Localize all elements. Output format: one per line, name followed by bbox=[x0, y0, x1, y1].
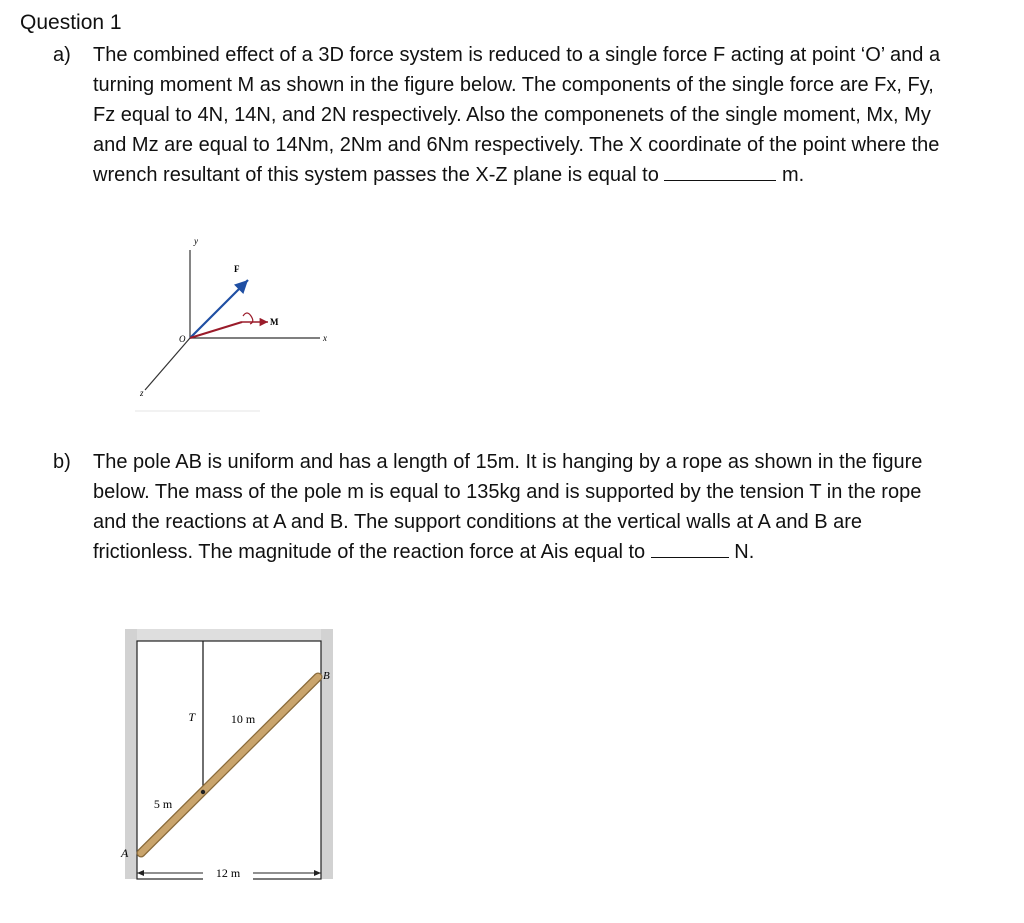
part-b-text bbox=[93, 447, 943, 567]
width-dimension-label: 12 m bbox=[215, 866, 241, 880]
force-moment-figure bbox=[130, 230, 350, 415]
question-heading: Question 1 bbox=[20, 11, 122, 34]
part-b-question: The pole AB is uniform and has a length of 15m. It is hanging by a rope as shown in the figure below. The mass of the pole m is equal to 135kg and is supported by the tension T in the rope and the reactions at A and B. The support conditions at the vertical walls at A and B are frictionless. The magnitude of the reaction force at Ais equal to bbox=[93, 451, 923, 563]
ceiling bbox=[127, 629, 332, 641]
tension-label: T bbox=[188, 710, 195, 724]
axis-x-label: x bbox=[323, 333, 327, 343]
lower-length-label: 5 m bbox=[153, 797, 173, 811]
axis-z-label: z bbox=[140, 388, 144, 398]
part-a-text bbox=[93, 40, 943, 190]
z-axis bbox=[145, 338, 190, 390]
moment-label: M bbox=[270, 317, 279, 327]
point-a-label: A bbox=[121, 846, 129, 860]
answer-blank-a[interactable] bbox=[664, 162, 776, 181]
part-a-label: a) bbox=[53, 44, 71, 66]
part-b-unit: N. bbox=[734, 541, 755, 563]
force-label: F bbox=[234, 264, 240, 274]
part-a-question: The combined effect of a 3D force system is reduced to a single force F acting at point ‘O’ and a turning moment M as shown in the figure below. The components of the single force are Fx, Fy, Fz equal to 4N, 14N, and 2N respectively. Also the componenets of the single moment, Mx, My and Mz are equal to 14Nm, 2Nm and 6Nm respectively. The X coordinate of the point where the wrench resultant of this system passes the X-Z plane is equal to bbox=[93, 44, 941, 186]
left-wall bbox=[125, 629, 137, 879]
answer-blank-b[interactable] bbox=[651, 539, 729, 558]
part-a-unit: m. bbox=[781, 164, 805, 186]
upper-length-label: 10 m bbox=[230, 712, 256, 726]
pole-figure bbox=[115, 625, 345, 915]
axis-y-label: y bbox=[194, 236, 198, 246]
point-b-label: B bbox=[323, 670, 330, 682]
rope-attachment bbox=[201, 790, 205, 794]
right-wall bbox=[321, 629, 333, 879]
part-b-label: b) bbox=[53, 451, 71, 473]
origin-label: O bbox=[179, 334, 186, 344]
